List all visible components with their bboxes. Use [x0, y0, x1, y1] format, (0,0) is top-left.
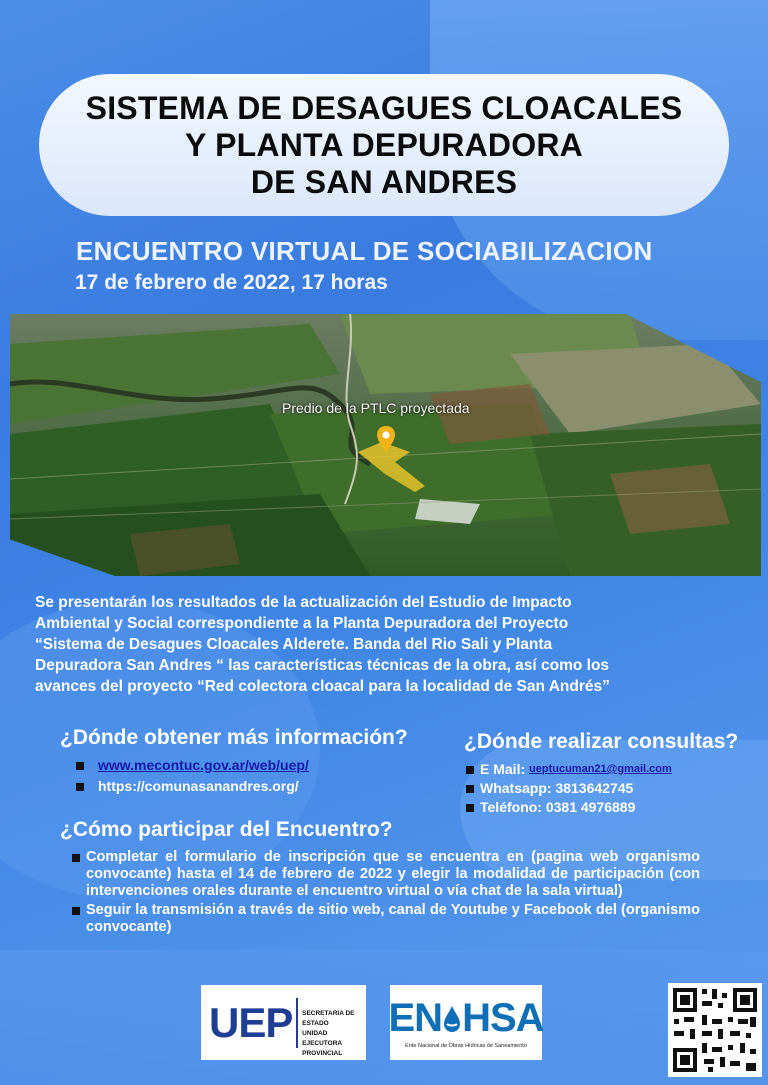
enohsa-logo	[390, 985, 542, 1060]
uep-logo-mark: UEP	[209, 998, 293, 1046]
email-link[interactable]: ueptucuman21@gmail.com	[529, 763, 672, 775]
map-pin-icon	[377, 426, 395, 457]
decor-shape	[0, 950, 768, 1085]
list-item	[76, 756, 309, 775]
uep-line: UNIDAD EJECUTORA PROVINCIAL	[302, 1029, 343, 1057]
bullet-icon	[72, 907, 80, 915]
bullet-icon	[466, 766, 474, 774]
bullet-icon	[76, 762, 84, 770]
logo-divider	[296, 998, 298, 1048]
bullet-icon	[76, 783, 84, 791]
contact-list	[466, 760, 672, 817]
event-title: ENCUENTRO VIRTUAL DE SOCIABILIZACION	[76, 236, 653, 266]
info-heading: ¿Dónde obtener más información?	[60, 726, 408, 749]
email-label: E Mail:	[480, 761, 526, 777]
list-item	[72, 849, 700, 900]
description-line: “Sistema de Desagues Cloacales Alderete. Banda del Rio Sali y Planta	[35, 636, 553, 653]
enohsa-mark-left: EN	[388, 996, 443, 1040]
website-link[interactable]: www.mecontuc.gov.ar/web/uep/	[98, 757, 309, 773]
qr-code-icon[interactable]	[668, 983, 762, 1077]
description-line: Depuradora San Andres “ las características técnicas de la obra, así como los	[35, 657, 610, 674]
description-line: avances del proyecto “Red colectora cloacal para la localidad de San Andrés”	[35, 678, 610, 695]
participation-steps	[72, 849, 700, 938]
project-description	[35, 592, 733, 697]
bullet-icon	[466, 785, 474, 793]
uep-line: SECRETARIA DE ESTADO	[302, 1009, 355, 1027]
list-item	[466, 798, 672, 817]
community-link[interactable]: https://comunasanandres.org/	[98, 778, 299, 794]
contact-heading: ¿Dónde realizar consultas?	[464, 730, 739, 753]
title-line: SISTEMA DE DESAGUES CLOACALES	[85, 89, 683, 126]
bullet-icon	[72, 854, 80, 862]
uep-logo-text	[302, 1009, 366, 1059]
description-line: Se presentarán los resultados de la actualización del Estudio de Impacto	[35, 594, 572, 611]
bullet-icon	[466, 804, 474, 812]
title-line: DE SAN ANDRES	[250, 163, 518, 200]
list-item	[76, 777, 309, 796]
info-links	[76, 756, 309, 796]
step-text: Seguir la transmisión a través de sitio web, canal de Youtube y Facebook del (organismo convocante)	[86, 902, 700, 935]
whatsapp-number: Whatsapp: 3813642745	[480, 780, 634, 796]
title-line: Y PLANTA DEPURADORA	[185, 126, 583, 163]
map-location-label: Predio de la PTLC proyectada	[282, 400, 470, 416]
phone-number: Teléfono: 0381 4976889	[480, 799, 636, 815]
step-text: Completar el formulario de inscripción que se encuentra en (pagina web organismo convocante) hasta el 14 de febrero de 2022 y elegir la modalidad de participación (con intervenciones orales durante el encuentro virtual o vía chat de la sala virtual)	[86, 849, 700, 899]
title-banner	[39, 74, 729, 216]
list-item	[72, 902, 700, 936]
water-drop-icon	[443, 1005, 461, 1033]
enohsa-mark-right: HSA	[462, 996, 544, 1040]
list-item	[466, 760, 672, 779]
event-date: 17 de febrero de 2022, 17 horas	[75, 271, 388, 294]
enohsa-subtitle: Ente Nacional de Obras Hídricas de Saneamiento	[405, 1043, 527, 1049]
uep-logo	[201, 985, 366, 1060]
participate-heading: ¿Cómo participar del Encuentro?	[60, 818, 393, 841]
list-item	[466, 779, 672, 798]
description-line: Ambiental y Social correspondiente a la Planta Depuradora del Proyecto	[35, 615, 569, 632]
